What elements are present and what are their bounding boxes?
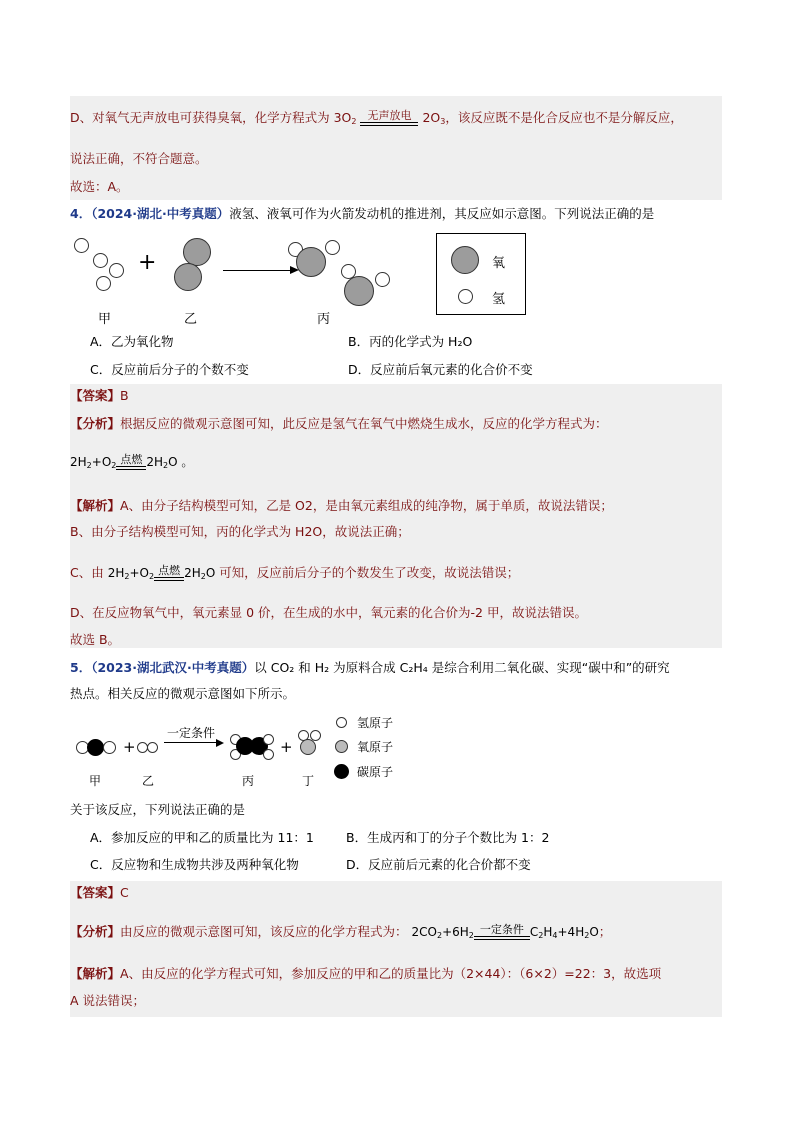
q4-jiexi-eq-arrow	[154, 565, 184, 581]
q4-number: 4．	[70, 206, 92, 221]
q5-diagram	[70, 712, 430, 792]
q5-source: （2023·湖北武汉·中考真题）	[91, 660, 255, 675]
q4-o-atom	[174, 263, 202, 291]
q5-analysis-text: 由反应的微观示意图可知，该反应的化学方程式为：	[120, 924, 408, 939]
q4-label-jia: 甲	[98, 312, 112, 327]
q4-h-atom	[109, 263, 124, 278]
answer-tag: 【答案】	[70, 885, 121, 900]
q4-o-atom	[183, 238, 211, 266]
prev-d-eq-arrow	[360, 110, 418, 126]
q4-option-a: A．乙为氧化物	[90, 334, 174, 349]
q4-diagram	[70, 232, 530, 332]
q5-o-atom	[300, 739, 316, 755]
q4-jiexi-c-post: 可知，反应前后分子的个数发生了改变，故说法错误；	[219, 565, 520, 580]
q5-h-atom	[263, 734, 274, 745]
q4-h-atom	[74, 238, 89, 253]
reaction-arrow	[164, 742, 218, 743]
legend-oxygen-label: 氧	[492, 256, 506, 271]
q5-answer	[70, 883, 129, 903]
prev-d-eq-cond: 无声放电	[367, 109, 412, 122]
jiexi-tag: 【解析】	[70, 966, 121, 981]
legend-carbon-atom	[334, 764, 349, 779]
q4-h-atom	[375, 272, 390, 287]
q4-stem	[70, 204, 654, 224]
q4-jiexi-a	[70, 496, 613, 516]
q5-stem-line2: 热点。相关反应的微观示意图如下所示。	[70, 686, 296, 701]
q4-option-b: B．丙的化学式为 H₂O	[348, 334, 473, 349]
q4-analysis-text: 根据反应的微观示意图可知，此反应是氢气在氧气中燃烧生成水，反应的化学方程式为：	[120, 416, 608, 431]
q4-jiexi-d: D、在反应物氧气中，氧元素显 0 价，在生成的水中，氧元素的化合价为-2 甲，故说法错误。	[70, 605, 587, 620]
jiexi-tag: 【解析】	[70, 498, 121, 513]
q4-o-atom	[344, 276, 374, 306]
q5-label-yi: 乙	[142, 774, 155, 788]
plus-sign: +	[280, 738, 293, 756]
q4-jiexi-c: C、由 $2H_2+O_2$ 点燃 $2H_2O$ 可知，反应前后分子的个数发生了改变，故说法错误；	[70, 564, 520, 581]
q5-label-ding: 丁	[302, 774, 315, 788]
q4-option-d: D．反应前后氧元素的化合价不变	[348, 362, 533, 377]
q5-number: 5．	[70, 660, 92, 675]
prev-d-line2: 说法正确，不符合题意。	[70, 151, 208, 166]
prev-d-text: D、对氧气无声放电可获得臭氧，化学方程式为 3O	[70, 110, 352, 125]
q4-eq-cond: 点燃	[120, 453, 143, 466]
q4-answer-value: B	[120, 388, 129, 403]
legend-hydrogen-label: 氢原子	[357, 716, 394, 730]
plus-sign: +	[123, 738, 136, 756]
q4-h-atom	[96, 276, 111, 291]
plus-sign: +	[138, 250, 157, 275]
q4-h-atom	[93, 253, 108, 268]
q5-answer-value: C	[120, 885, 129, 900]
q5-option-b: B．生成丙和丁的分子个数比为 1：2	[346, 830, 550, 845]
arrow-head	[216, 739, 224, 747]
legend-oxygen-atom	[451, 246, 479, 274]
q5-jiexi-a-text: A、由反应的化学方程式可知，参加反应的甲和乙的质量比为（2×44）：（6×2）=22：3，故选项	[120, 966, 662, 981]
q4-stem-text: 液氢、液氧可作为火箭发动机的推进剂，其反应如示意图。下列说法正确的是	[229, 206, 655, 221]
legend-oxygen-atom	[335, 740, 348, 753]
q4-source: （2024·湖北·中考真题）	[91, 206, 230, 221]
q5-o-atom	[103, 741, 116, 754]
q5-answer-band	[70, 881, 722, 1017]
q5-label-jia: 甲	[89, 774, 102, 788]
reaction-arrow	[223, 270, 293, 271]
q4-label-yi: 乙	[184, 312, 198, 327]
q5-label-bing: 丙	[242, 774, 255, 788]
q5-analysis: 【分析】由反应的微观示意图可知，该反应的化学方程式为： $2CO_2+6H_2$ 一定条件 $C_2H_4+4H_2O$；	[70, 923, 612, 940]
q4-jiexi-a-text: A、由分子结构模型可知，乙是 O2，是由氧元素组成的纯净物，属于单质，故说法错误；	[120, 498, 613, 513]
q5-h-atom	[263, 749, 274, 760]
q4-h-atom	[325, 240, 340, 255]
q4-legend-box	[436, 233, 526, 315]
q5-c-atom	[87, 739, 104, 756]
analysis-tag: 【分析】	[70, 416, 121, 431]
q5-stem-line1	[70, 658, 670, 678]
q5-jiexi-a	[70, 964, 661, 984]
q4-jiexi-c-pre: C、由	[70, 565, 104, 580]
q4-eq-arrow	[116, 454, 146, 470]
q4-jiexi-b: B、由分子结构模型可知，丙的化学式为 H2O，故说法正确；	[70, 524, 410, 539]
legend-hydrogen-label: 氢	[492, 292, 506, 307]
q4-option-c: C．反应前后分子的个数不变	[90, 362, 249, 377]
analysis-tag: 【分析】	[70, 924, 121, 939]
legend-hydrogen-atom	[458, 289, 473, 304]
q5-option-a: A．参加反应的甲和乙的质量比为 11：1	[90, 830, 314, 845]
q4-o-atom	[296, 247, 326, 277]
legend-oxygen-label: 氧原子	[357, 740, 394, 754]
q4-label-bing: 丙	[317, 312, 331, 327]
q4-choice: 故选 B。	[70, 632, 121, 647]
q4-equation: $2H_2+O_2$ 点燃 $2H_2O$ 。	[70, 453, 194, 470]
q5-eq-cond: 一定条件	[479, 923, 524, 936]
legend-hydrogen-atom	[336, 717, 347, 728]
prev-d-product: 2O	[422, 110, 441, 125]
prev-option-d: D、对氧气无声放电可获得臭氧，化学方程式为 $3O_2$ 无声放电 $2O_3$，该反应既不是化合反应也不是分解反应，	[70, 109, 683, 126]
q4-jiexi-eq-cond: 点燃	[158, 564, 181, 577]
prev-choice: 故选：A。	[70, 179, 129, 194]
q5-h-atom	[147, 742, 158, 753]
legend-carbon-label: 碳原子	[357, 765, 394, 779]
q5-arrow-cond: 一定条件	[167, 726, 216, 740]
q5-jiexi-a2: A 说法错误；	[70, 993, 146, 1008]
q5-option-d: D．反应前后元素的化合价都不变	[346, 857, 531, 872]
q5-option-c: C．反应物和生成物共涉及两种氧化物	[90, 857, 299, 872]
answer-tag: 【答案】	[70, 388, 121, 403]
q5-stem-text: 以 CO₂ 和 H₂ 为原料合成 C₂H₄ 是综合利用二氧化碳、实现“碳中和”的研究	[254, 660, 670, 675]
q5-eq-arrow	[474, 924, 530, 940]
q4-analysis	[70, 414, 608, 434]
q4-answer	[70, 386, 129, 406]
prev-d-tail: ，该反应既不是化合反应也不是分解反应，	[445, 110, 683, 125]
q5-prompt: 关于该反应，下列说法正确的是	[70, 802, 246, 817]
